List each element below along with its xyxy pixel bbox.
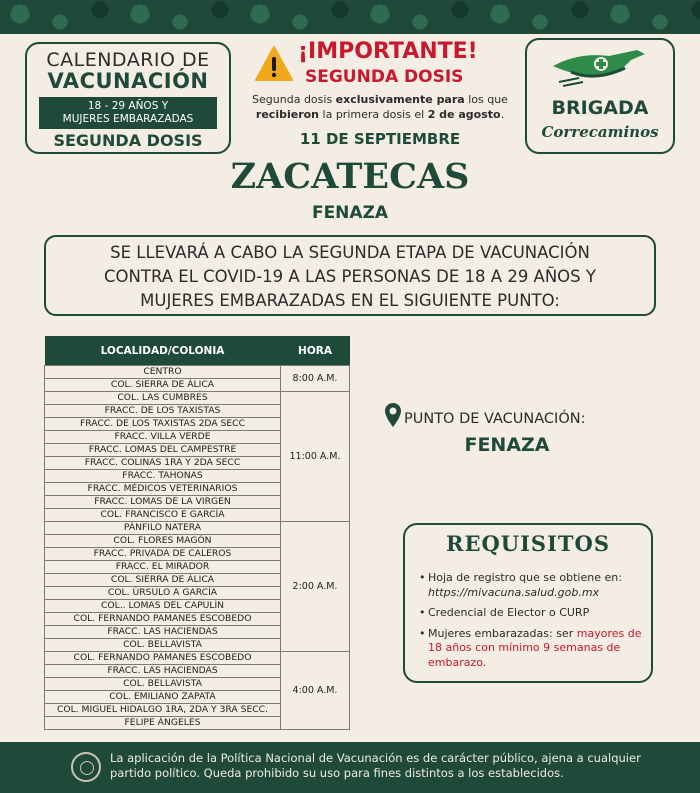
event-date: 11 DE SEPTIEMBRE [299, 130, 461, 148]
locality-cell: FRACC. COLINAS 1RA Y 2DA SECC [45, 457, 281, 470]
calendar-title-line2: VACUNACIÓN [47, 69, 209, 93]
locality-cell: FRACC. DE LOS TAXISTAS 2DA SECC [45, 418, 281, 431]
requirement-item [419, 606, 649, 621]
time-cell: 4:00 A.M. [281, 652, 350, 730]
locality-cell: PÁNFILO NATERA [45, 522, 281, 535]
locality-cell: COL. LAS CUMBRES [45, 392, 281, 405]
footer-disclaimer: La aplicación de la Política Nacional de Vacunación es de carácter público, ajena a cualquier partido político. Queda prohibido su uso para fines distintos a los establecidos. [110, 751, 641, 780]
locality-cell: FRACC. LOMAS DEL CAMPESTRE [45, 444, 281, 457]
vaccination-point-label: PUNTO DE VACUNACIÓN: [404, 411, 586, 427]
top-decorative-band [0, 0, 700, 34]
locality-cell: FRACC. LAS HACIENDAS [45, 626, 281, 639]
table-row [45, 392, 350, 405]
calendar-group-banner [39, 97, 217, 129]
locality-cell: COL. MIGUEL HIDALGO 1RA, 2DA Y 3RA SECC. [45, 704, 281, 717]
city-title: ZACATECAS [230, 156, 470, 197]
time-cell: 11:00 A.M. [281, 392, 350, 522]
requirement-item [419, 571, 649, 600]
notice-line: CONTRA EL COVID-19 A LAS PERSONAS DE 18 A 29 AÑOS Y [104, 267, 596, 286]
roadrunner-logo-icon [549, 42, 651, 88]
locality-cell: FRACC. DE LOS TAXISTAS [45, 405, 281, 418]
locality-cell: COL. FRANCISCO E GARCÍA [45, 509, 281, 522]
locality-cell: COL. FLORES MAGÓN [45, 535, 281, 548]
registration-url: https://mivacuna.salud.gob.mx [428, 585, 600, 599]
locality-cell: FRACC. MÉDICOS VETERINARIOS [45, 483, 281, 496]
locality-cell: FRACC. TAHONAS [45, 470, 281, 483]
requirement-item [419, 627, 649, 671]
requirement-text: Credencial de Elector o CURP [428, 606, 590, 619]
calendar-title-line1: CALENDARIO DE [46, 49, 210, 71]
locality-cell: FRACC. PRIVADA DE CALEROS [45, 548, 281, 561]
time-cell: 8:00 A.M. [281, 366, 350, 392]
locality-cell: COL. EMILIANO ZAPATA [45, 691, 281, 704]
locality-cell: CENTRO [45, 366, 281, 379]
brigade-badge [525, 38, 675, 154]
site-subtitle: FENAZA [311, 203, 389, 223]
vaccination-point-value: FENAZA [464, 434, 550, 456]
table-row [45, 652, 350, 665]
notice-line: SE LLEVARÁ A CABO LA SEGUNDA ETAPA DE VACUNACIÓN [110, 243, 590, 262]
important-text-part: la primera dosis el [319, 108, 428, 121]
schedule-table [44, 336, 350, 730]
time-cell: 2:00 A.M. [281, 522, 350, 652]
requirements-list [419, 571, 649, 676]
brigade-title: BRIGADA [551, 97, 649, 119]
locality-cell: COL. ÚRSULO A GARCÍA [45, 587, 281, 600]
requirements-box [403, 523, 653, 683]
column-header-locality: LOCALIDAD/COLONIA [45, 336, 281, 366]
locality-cell: COL. BELLAVISTA [45, 639, 281, 652]
important-text-bold: exclusivamente para [335, 93, 465, 106]
requirements-title: REQUISITOS [446, 531, 610, 556]
important-text [248, 92, 512, 122]
notice-line: MUJERES EMBARAZADAS EN EL SIGUIENTE PUNTO: [140, 291, 560, 310]
column-header-time: HORA [281, 336, 350, 366]
important-text-bold: recibieron [255, 108, 320, 121]
locality-cell: COL. SIERRA DE ÁLICA [45, 379, 281, 392]
warning-icon [254, 44, 294, 84]
important-text-part: . [500, 108, 505, 121]
calendar-group-line2: MUJERES EMBARAZADAS [62, 113, 194, 125]
requirement-text: Hoja de registro que se obtiene en: [428, 571, 622, 584]
map-pin-icon [384, 402, 402, 428]
locality-cell: COL.. LOMAS DEL CAPULÍN [45, 600, 281, 613]
notice-box [44, 235, 656, 316]
calendar-badge [25, 42, 231, 154]
important-text-part: Segunda dosis [252, 93, 336, 106]
locality-cell: FRACC. LOMAS DE LA VIRGEN [45, 496, 281, 509]
locality-cell: COL. FERNANDO PAMANES ESCOBEDO [45, 613, 281, 626]
calendar-group-line1: 18 - 29 AÑOS Y [87, 100, 169, 112]
locality-cell: FRACC. LAS HACIENDAS [45, 665, 281, 678]
locality-cell: COL. BELLAVISTA [45, 678, 281, 691]
locality-cell: COL. FERNANDO PAMANES ESCOBEDO [45, 652, 281, 665]
table-row [45, 522, 350, 535]
important-title: ¡IMPORTANTE! [298, 39, 478, 64]
brigade-subtitle: Correcaminos [541, 123, 659, 141]
locality-cell: FELIPE ÁNGELES [45, 717, 281, 730]
table-row [45, 366, 350, 379]
schedule-body [45, 366, 350, 730]
government-seal-icon [71, 752, 101, 782]
locality-cell: FRACC. VILLA VERDE [45, 431, 281, 444]
important-text-part: los que [464, 93, 508, 106]
requirement-highlight: mayores de 18 años con mínimo 9 semanas de embarazo. [428, 626, 642, 669]
locality-cell: FRACC. EL MIRADOR [45, 561, 281, 574]
locality-cell: COL. SIERRA DE ÁLICA [45, 574, 281, 587]
requirement-text: Mujeres embarazadas: ser [428, 626, 577, 640]
important-text-bold: 2 de agosto [427, 108, 501, 121]
calendar-dose-label: SEGUNDA DOSIS [53, 131, 203, 150]
important-subtitle: SEGUNDA DOSIS [305, 67, 464, 87]
